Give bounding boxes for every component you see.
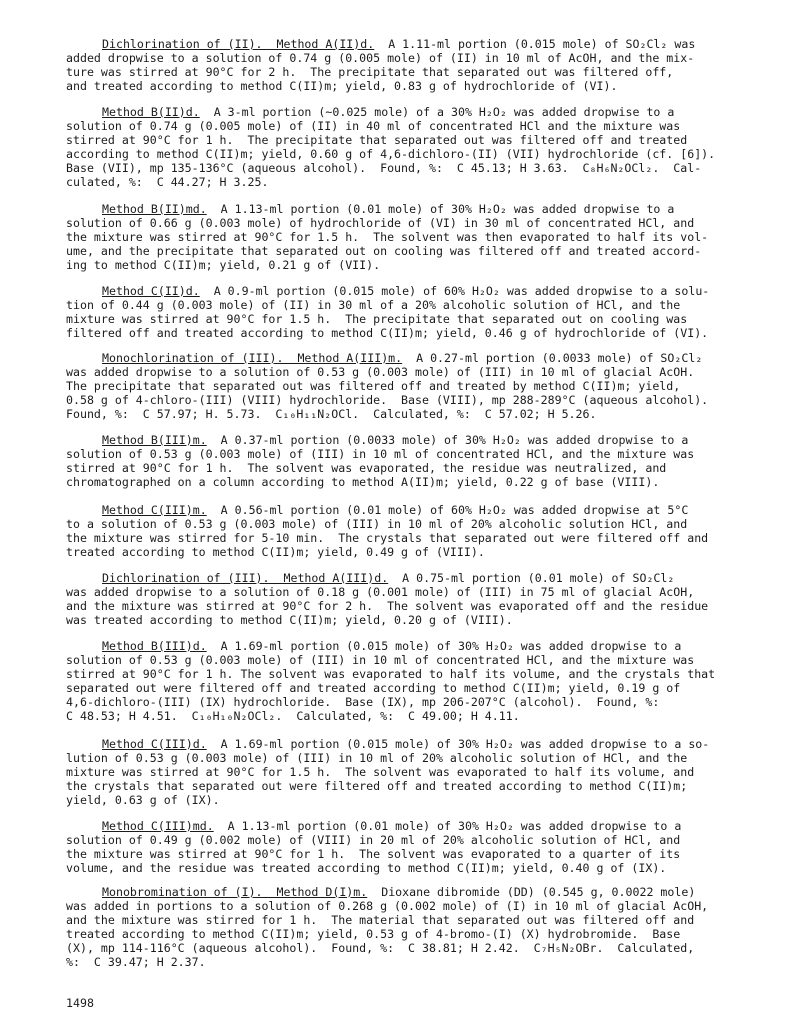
paragraph-line: %: C 39.47; H 2.37. — [66, 955, 206, 969]
paragraph-method-c-ii-d — [66, 285, 756, 341]
paragraph-line: stirred at 90°C for 1 h. The solvent was evaporated to half its volume, and the crystals that — [66, 667, 716, 681]
paragraph-line: tion of 0.44 g (0.003 mole) of (II) in 30 ml of a 20% alcoholic solution of HCl, and the — [66, 298, 681, 312]
paragraph-line: Method C(III)m. A 0.56-ml portion (0.01 mole) of 60% H₂O₂ was added dropwise at 5°C — [102, 504, 689, 517]
section-heading: Method C(II)d. — [102, 285, 200, 298]
paragraph-line: stirred at 90°C for 1 h. The precipitate that separated out was filtered off and treated — [66, 133, 688, 147]
section-heading: Dichlorination of (III). Method A(III)d. — [102, 572, 389, 585]
paragraph-line: the mixture was stirred at 90°C for 1 h. The solvent was evaporated to a quarter of its — [66, 847, 681, 861]
paragraph-line: solution of 0.53 g (0.003 mole) of (III) in 10 ml of concentrated HCl, and the mixture was — [66, 653, 695, 667]
paragraph-line: Base (VII), mp 135-136°C (aqueous alcohol). Found, %: C 45.13; H 3.63. C₈H₆N₂OCl₂. Cal- — [66, 161, 702, 175]
section-heading: Method C(III)d. — [102, 738, 207, 751]
section-heading: Method B(III)d. — [102, 640, 207, 653]
paragraph-method-b-ii-md — [66, 203, 756, 273]
paragraph-line: the mixture was stirred at 90°C for 1.5 h. The solvent was then evaporated to half its vol- — [66, 230, 709, 244]
paragraph-line: solution of 0.74 g (0.005 mole) of (II) in 40 ml of concentrated HCl and the mixture was — [66, 119, 681, 133]
paragraph-line: ing to method C(II)m; yield, 0.21 g of (VII). — [66, 258, 381, 272]
paragraph-line: was added dropwise to a solution of 0.18 g (0.001 mole) of (III) in 75 ml of glacial AcOH, — [66, 585, 695, 599]
section-heading: Monochlorination of (III). Method A(III)m. — [102, 352, 403, 365]
page-number: 1498 — [66, 996, 94, 1010]
paragraph-line: separated out were filtered off and treated according to method C(II)m; yield, 0.19 g of — [66, 681, 681, 695]
paragraph-line: volume, and the residue was treated according to method C(II)m; yield, 0.40 g of (IX). — [66, 861, 667, 875]
paragraph-line: stirred at 90°C for 1 h. The solvent was evaporated, the residue was neutralized, and — [66, 461, 667, 475]
section-heading: Dichlorination of (II). Method A(II)d. — [102, 38, 375, 51]
paragraph-line: Dichlorination of (II). Method A(II)d. A 1.11-ml portion (0.015 mole) of SO₂Cl₂ was — [102, 38, 696, 51]
paragraph-line: ume, and the precipitate that separated out on cooling was filtered off and treated accord- — [66, 244, 702, 258]
paragraph-method-c-iii-md — [66, 820, 756, 876]
paragraph-line: treated according to method C(II)m; yield, 0.49 g of (VIII). — [66, 545, 485, 559]
paragraph-line: yield, 0.63 g of (IX). — [66, 793, 220, 807]
paragraph-line: according to method C(II)m; yield, 0.60 g of 4,6-dichloro-(II) (VII) hydrochloride (cf. [6]). — [66, 147, 716, 161]
paragraph-line: and treated according to method C(II)m; yield, 0.83 g of hydrochloride of (VI). — [66, 79, 618, 93]
paragraph-monobromination-i-d — [66, 886, 756, 969]
paragraph-line: Monochlorination of (III). Method A(III)m. A 0.27-ml portion (0.0033 mole) of SO₂Cl₂ — [102, 352, 703, 365]
paragraph-line: was treated according to method C(II)m; yield, 0.20 g of (VIII). — [66, 613, 513, 627]
paragraph-dichlorination-iii-a — [66, 572, 756, 628]
paragraph-line: and the mixture was stirred at 90°C for 2 h. The solvent was evaporated off and the residue — [66, 599, 709, 613]
paragraph-line: Monobromination of (I). Method D(I)m. Dioxane dibromide (DD) (0.545 g, 0.0022 mole) — [102, 886, 696, 899]
paragraph-method-b-ii-d — [66, 106, 756, 189]
paragraph-line: Method B(III)m. A 0.37-ml portion (0.0033 mole) of 30% H₂O₂ was added dropwise to a — [102, 434, 689, 447]
paragraph-line: added dropwise to a solution of 0.74 g (0.005 mole) of (II) in 10 ml of AcOH, and the mix- — [66, 51, 695, 65]
paragraph-line: Method B(II)md. A 1.13-ml portion (0.01 mole) of 30% H₂O₂ was added dropwise to a — [102, 203, 675, 216]
paragraph-line: C 48.53; H 4.51. C₁₀H₁₀N₂OCl₂. Calculated, %: C 49.00; H 4.11. — [66, 709, 520, 723]
paragraph-line: mixture was stirred at 90°C for 1.5 h. The precipitate that separated out on cooling was — [66, 312, 688, 326]
paragraph-line: filtered off and treated according to method C(II)m; yield, 0.46 g of hydrochloride of (VI). — [66, 326, 709, 340]
paragraph-method-c-iii-m — [66, 504, 756, 560]
paragraph-line: Method C(III)md. A 1.13-ml portion (0.01 mole) of 30% H₂O₂ was added dropwise to a — [102, 820, 682, 833]
paragraph-line: solution of 0.53 g (0.003 mole) of (III) in 10 ml of concentrated HCl, and the mixture was — [66, 447, 695, 461]
paragraph-method-b-iii-d — [66, 640, 756, 723]
paragraph-line: mixture was stirred at 90°C for 1.5 h. The solvent was evaporated to half its volume, and — [66, 765, 695, 779]
paragraph-line: 0.58 g of 4-chloro-(III) (VIII) hydrochloride. Base (VIII), mp 288-289°C (aqueous alcohol). — [66, 393, 709, 407]
paragraph-line: was added in portions to a solution of 0.268 g (0.002 mole) of (I) in 10 ml of glacial AcOH, — [66, 899, 709, 913]
paragraph-line: Method C(III)d. A 1.69-ml portion (0.015 mole) of 30% H₂O₂ was added dropwise to a so- — [102, 738, 710, 751]
paragraph-line: the mixture was stirred for 5-10 min. The crystals that separated out were filtered off and — [66, 531, 709, 545]
paragraph-line: Method B(II)d. A 3-ml portion (~0.025 mole) of a 30% H₂O₂ was added dropwise to a — [102, 106, 675, 119]
paragraph-line: treated according to method C(II)m; yield, 0.53 g of 4-bromo-(I) (X) hydrobromide. Base — [66, 927, 681, 941]
paragraph-line: Found, %: C 57.97; H. 5.73. C₁₀H₁₁N₂OCl. Calculated, %: C 57.02; H 5.26. — [66, 407, 597, 421]
paragraph-line: and the mixture was stirred for 1 h. The material that separated out was filtered off and — [66, 913, 695, 927]
paragraph-line: chromatographed on a column according to method A(II)m; yield, 0.22 g of base (VIII). — [66, 475, 660, 489]
paragraph-dichlorination-ii-a — [66, 38, 756, 94]
section-heading: Method B(III)m. — [102, 434, 207, 447]
paragraph-line: to a solution of 0.53 g (0.003 mole) of (III) in 10 ml of 20% alcoholic solution HCl, and — [66, 517, 688, 531]
paragraph-line: The precipitate that separated out was filtered off and treated by method C(II)m; yield, — [66, 379, 681, 393]
paragraph-method-b-iii-m — [66, 434, 756, 490]
paragraph-line: the crystals that separated out were filtered off and treated according to method C(II)m; — [66, 779, 688, 793]
paragraph-line: Dichlorination of (III). Method A(III)d. A 0.75-ml portion (0.01 mole) of SO₂Cl₂ — [102, 572, 675, 585]
section-heading: Method C(III)m. — [102, 504, 207, 517]
section-heading: Monobromination of (I). Method D(I)m. — [102, 886, 368, 899]
paragraph-line: (X), mp 114-116°C (aqueous alcohol). Found, %: C 38.81; H 2.42. C₇H₅N₂OBr. Calculated, — [66, 941, 695, 955]
section-heading: Method C(III)md. — [102, 820, 214, 833]
paragraph-line: ture was stirred at 90°C for 2 h. The precipitate that separated out was filtered off, — [66, 65, 674, 79]
paragraph-monochlorination-iii-a — [66, 352, 756, 422]
paragraph-line: Method B(III)d. A 1.69-ml portion (0.015 mole) of 30% H₂O₂ was added dropwise to a — [102, 640, 682, 653]
paragraph-line: Method C(II)d. A 0.9-ml portion (0.015 mole) of 60% H₂O₂ was added dropwise to a solu- — [102, 285, 710, 298]
paragraph-line: culated, %: C 44.27; H 3.25. — [66, 175, 269, 189]
paragraph-line: lution of 0.53 g (0.003 mole) of (III) in 10 ml of 20% alcoholic solution of HCl, and the — [66, 751, 688, 765]
paragraph-method-c-iii-d — [66, 738, 756, 808]
paragraph-line: solution of 0.66 g (0.003 mole) of hydrochloride of (VI) in 30 ml of concentrated HCl, and — [66, 216, 695, 230]
paragraph-line: solution of 0.49 g (0.002 mole) of (VIII) in 20 ml of 20% alcoholic solution of HCl, and — [66, 833, 681, 847]
paragraph-line: 4,6-dichloro-(III) (IX) hydrochloride. Base (IX), mp 206-207°C (alcohol). Found, %: — [66, 695, 660, 709]
section-heading: Method B(II)d. — [102, 106, 200, 119]
paragraph-line: was added dropwise to a solution of 0.53 g (0.003 mole) of (III) in 10 ml of glacial AcOH. — [66, 365, 695, 379]
section-heading: Method B(II)md. — [102, 203, 207, 216]
